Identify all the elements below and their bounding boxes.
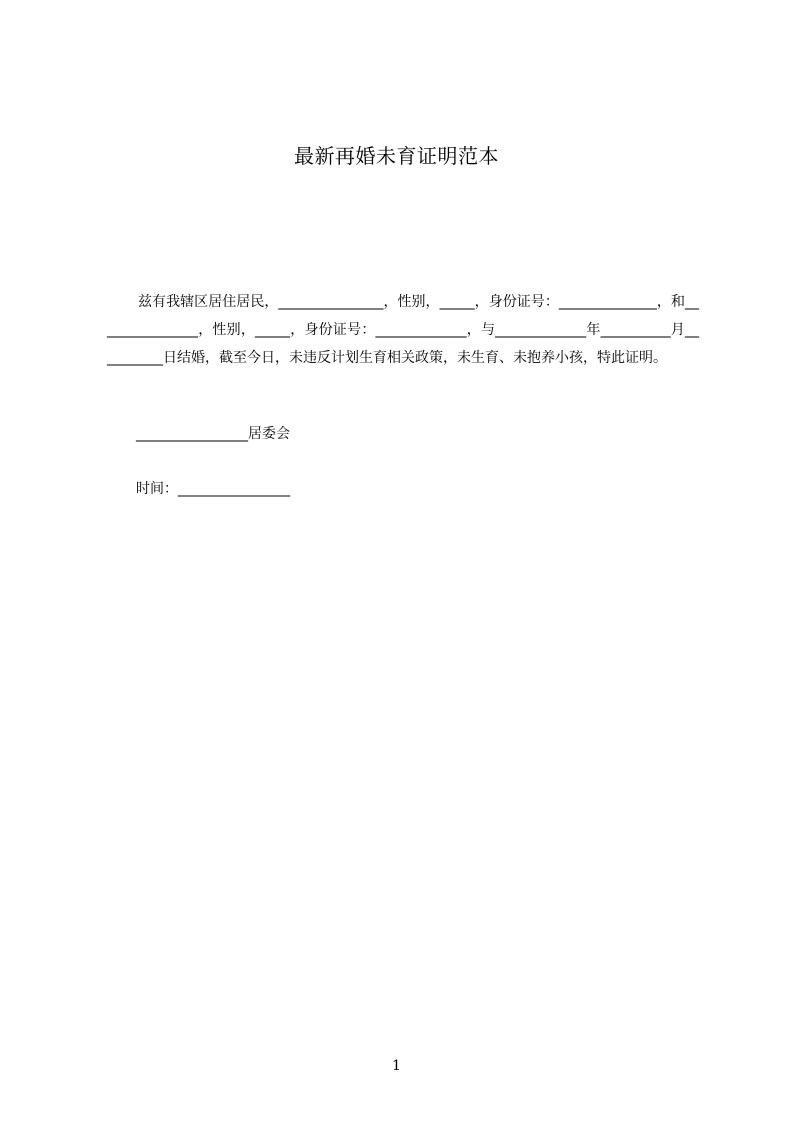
date-line: 时间：________________ [136, 481, 290, 497]
page-number: 1 [392, 1058, 401, 1074]
residents-committee-signature-line: ________________居委会 [136, 426, 290, 442]
certificate-body-paragraph: 兹有我辖区居住居民，_______________，性别，_____，身份证号：______________，和_______________，性别，_____，身份证号：_____________，与_____________年__________月__________日结婚，截至今日，未违反计划生育相关政策，未生育、未抱养小孩，特此证明。 [107, 294, 699, 366]
document-title: 最新再婚未育证明范本 [294, 144, 499, 168]
